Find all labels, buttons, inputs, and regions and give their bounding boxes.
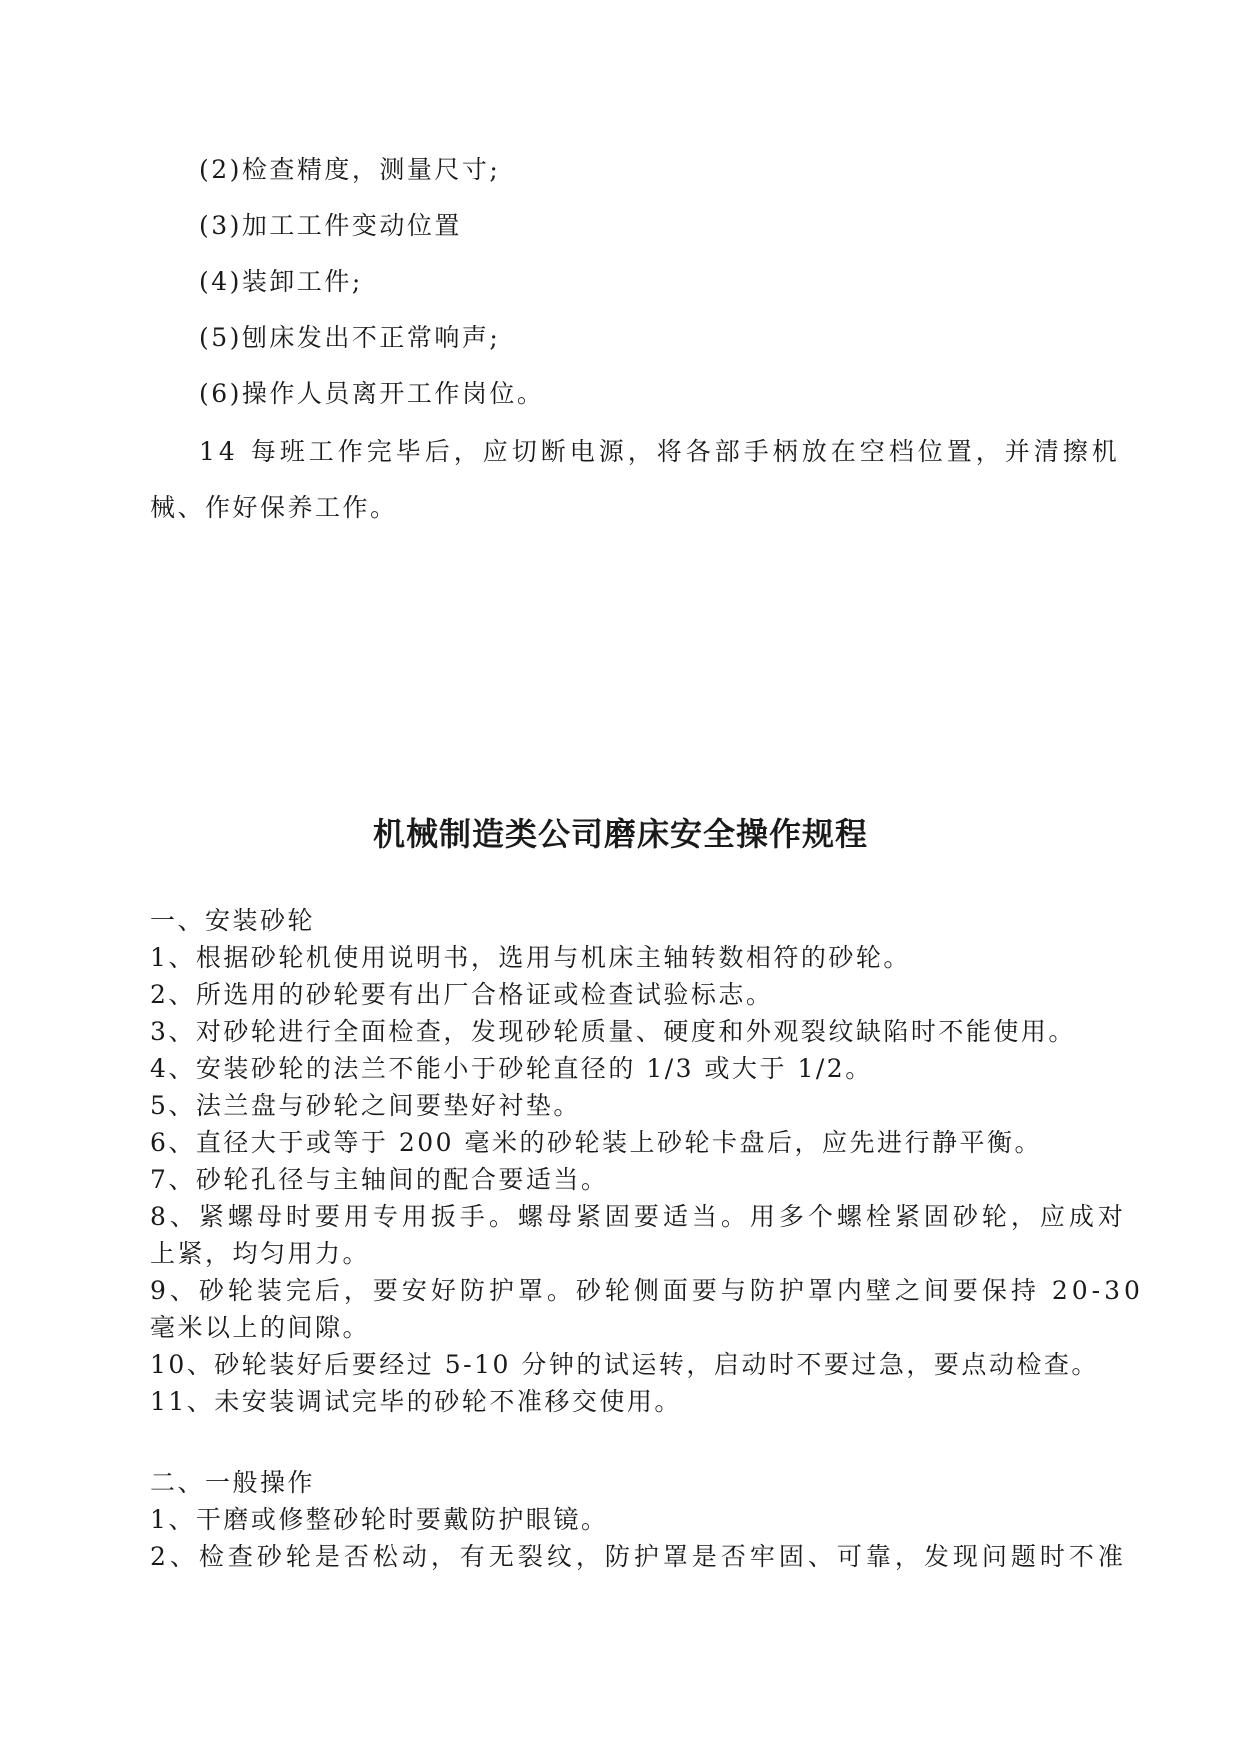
install-line-3: 3、对砂轮进行全面检查，发现砂轮质量、硬度和外观裂纹缺陷时不能使用。	[150, 1017, 1076, 1046]
list-item-2: (2)检查精度，测量尺寸;	[199, 155, 501, 184]
install-line-9b: 毫米以上的间隙。	[150, 1313, 371, 1342]
install-line-7: 7、砂轮孔径与主轴间的配合要适当。	[150, 1165, 609, 1194]
item-14-line-1: 14 每班工作完毕后，应切断电源，将各部手柄放在空档位置，并清擦机	[199, 437, 1121, 466]
section-heading-install: 一、安装砂轮	[150, 906, 316, 935]
section-heading-operation: 二、一般操作	[150, 1468, 316, 1497]
item-14-line-2: 械、作好保养工作。	[150, 493, 398, 522]
list-item-5: (5)刨床发出不正常响声;	[199, 323, 501, 352]
install-line-8b: 上紧，均匀用力。	[150, 1239, 371, 1268]
install-line-4: 4、安装砂轮的法兰不能小于砂轮直径的 1/3 或大于 1/2。	[150, 1054, 873, 1083]
list-item-6: (6)操作人员离开工作岗位。	[199, 379, 545, 408]
list-item-4: (4)装卸工件;	[199, 267, 363, 296]
install-line-11: 11、未安装调试完毕的砂轮不准移交使用。	[150, 1387, 682, 1416]
install-line-5: 5、法兰盘与砂轮之间要垫好衬垫。	[150, 1091, 581, 1120]
operation-line-2: 2、检查砂轮是否松动，有无裂纹，防护罩是否牢固、可靠，发现问题时不准	[150, 1542, 1127, 1571]
install-line-9a: 9、砂轮装完后，要安好防护罩。砂轮侧面要与防护罩内壁之间要保持 20-30	[150, 1276, 1144, 1305]
install-line-2: 2、所选用的砂轮要有出厂合格证或检查试验标志。	[150, 980, 774, 1009]
document-title: 机械制造类公司磨床安全操作规程	[372, 815, 868, 853]
list-item-3: (3)加工工件变动位置	[199, 211, 462, 240]
install-line-6: 6、直径大于或等于 200 毫米的砂轮装上砂轮卡盘后，应先进行静平衡。	[150, 1128, 1043, 1157]
install-line-8a: 8、紧螺母时要用专用扳手。螺母紧固要适当。用多个螺栓紧固砂轮，应成对	[150, 1202, 1127, 1231]
install-line-10: 10、砂轮装好后要经过 5-10 分钟的试运转，启动时不要过急，要点动检查。	[150, 1350, 1099, 1379]
install-line-1: 1、根据砂轮机使用说明书，选用与机床主轴转数相符的砂轮。	[150, 943, 911, 972]
operation-line-1: 1、干磨或修整砂轮时要戴防护眼镜。	[150, 1505, 609, 1534]
